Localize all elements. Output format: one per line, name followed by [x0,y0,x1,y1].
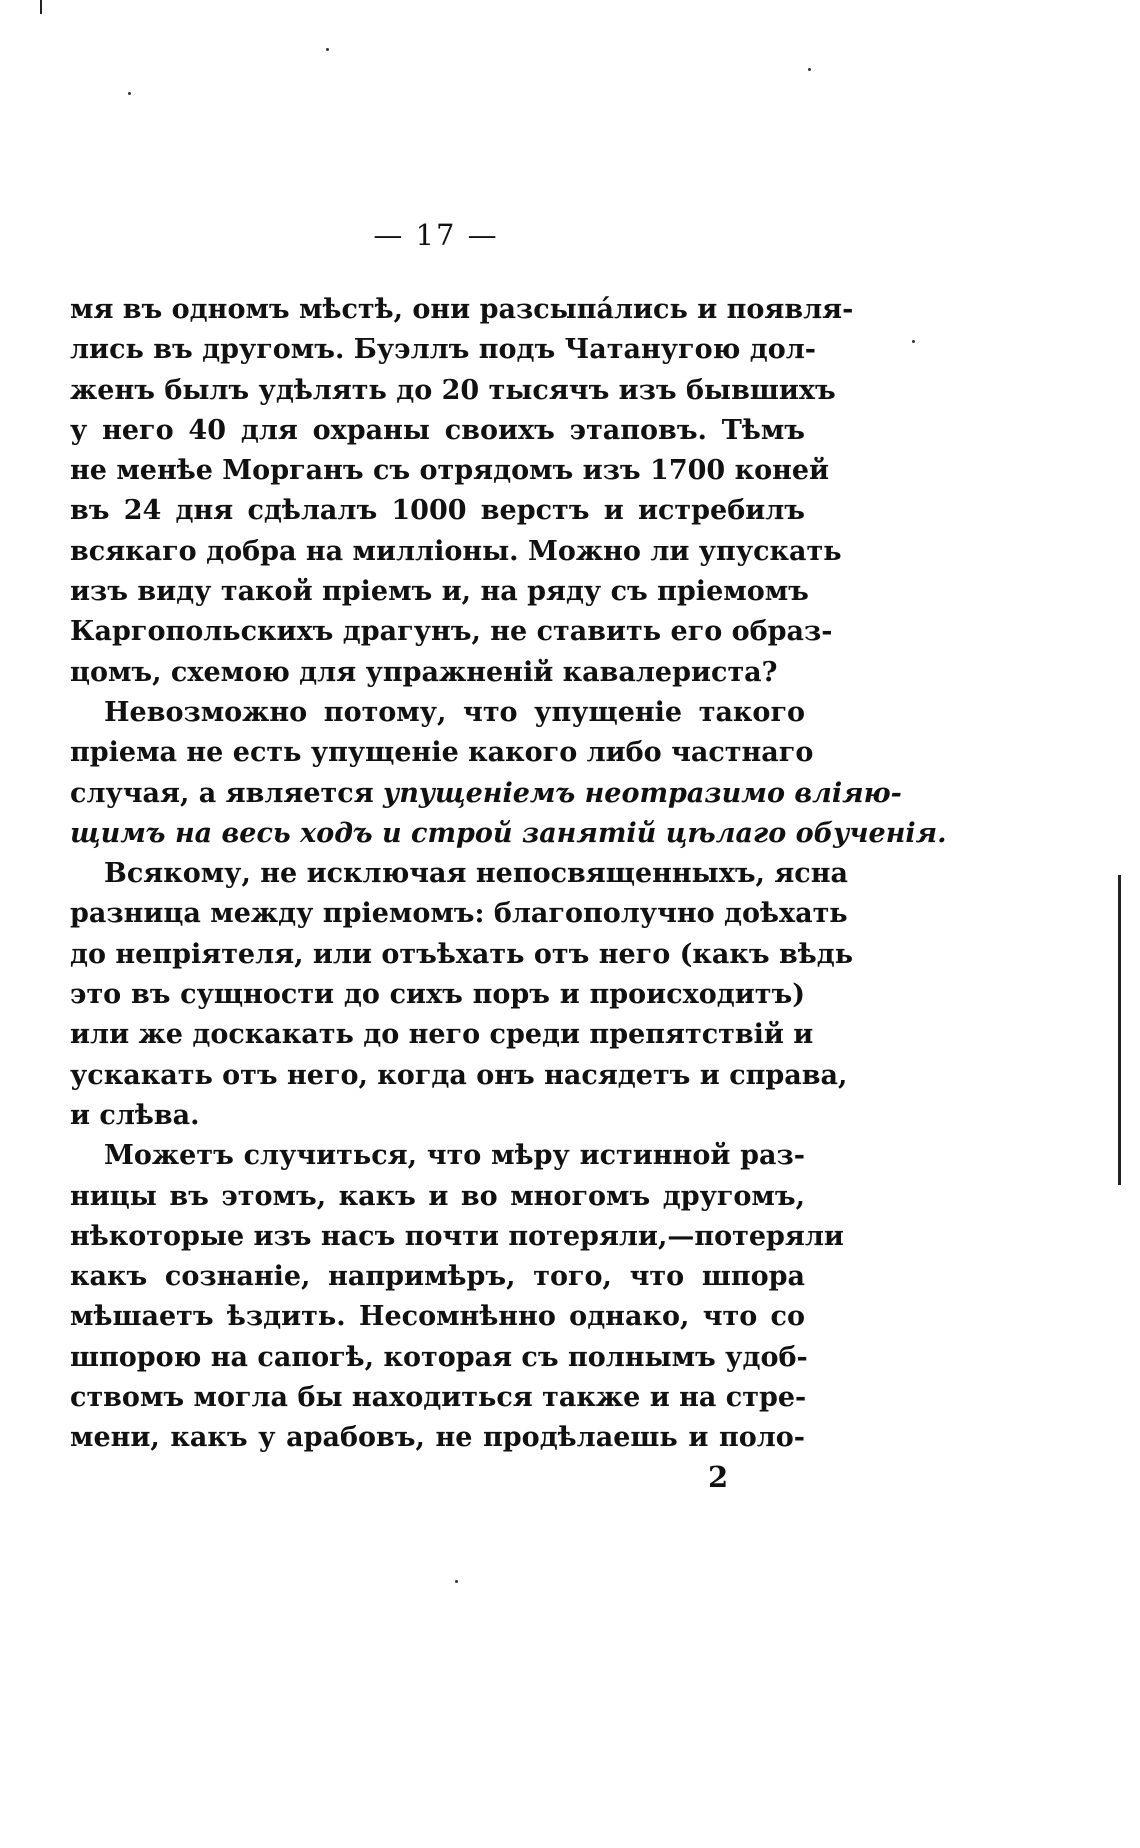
text-line: до непріятеля, или отъѣхать отъ него (какъ вѣдь [70,938,854,970]
text-line: какъ сознаніе, напримѣръ, того, что шпора [70,1261,805,1293]
text-line [70,774,902,814]
emphasis-run: упущеніемъ неотразимо вліяю- [383,777,902,809]
text-line: мѣшаетъ ѣздить. Несомнѣнно однако, что со [70,1301,805,1333]
text-line: ускакать отъ него, когда онъ насядетъ и справа, [70,1059,848,1091]
text-line: нѣкоторые изъ насъ почти потеряли,—потеряли [70,1220,844,1252]
text-line: шпорою на сапогѣ, которая съ полнымъ удоб- [70,1341,808,1373]
text-line: у него 40 для охраны своихъ этаповъ. Тѣмъ [70,414,805,446]
paragraph-3 [70,854,854,1136]
text-line: Всякому, не исключая непосвященныхъ, ясна [104,858,848,890]
paragraph-2 [70,693,947,854]
text-line: ницы въ этомъ, какъ и во многомъ другомъ, [70,1180,805,1212]
paragraph-4 [70,1136,844,1458]
scan-speck [128,92,131,95]
text-line: цомъ, схемою для упражненій кавалериста? [70,656,778,688]
text-line: мя въ одномъ мѣстѣ, они разсыпáлись и появля- [70,294,854,325]
text-line: не менѣе Морганъ съ отрядомъ изъ 1700 коней [70,455,830,487]
text-line: изъ виду такой пріемъ и, на ряду съ пріемомъ [70,576,809,608]
text-line: Невозможно потому, что упущеніе такого [104,696,805,728]
scan-speck [808,68,811,71]
scan-artifact-margin-line [1118,875,1121,1185]
text-line: пріема не есть упущеніе какого либо частнаго [70,737,814,769]
text-line: всякаго добра на милліоны. Можно ли упускать [70,535,842,567]
text-run: случая, а является [70,777,384,809]
text-line: въ 24 дня сдѣлалъ 1000 верстъ и истребилъ [70,495,805,527]
page-number: — 17 — [373,218,499,252]
text-line: мени, какъ у арабовъ, не продѣлаешь и поло- [70,1422,805,1454]
text-line: Можетъ случиться, что мѣру истинной раз- [104,1140,805,1172]
scan-speck [912,340,915,343]
scan-speck [326,48,329,51]
page-body [70,290,947,1459]
paragraph-1 [70,290,854,693]
scan-speck [455,1580,458,1583]
text-line: разница между пріемомъ: благополучно доѣхать [70,898,848,930]
text-line: женъ былъ удѣлять до 20 тысячъ изъ бывшихъ [70,374,836,406]
text-line: ствомъ могла бы находиться также и на стре- [70,1382,807,1414]
text-line: это въ сущности до сихъ поръ и происходитъ) [70,979,805,1011]
text-line: лись въ другомъ. Буэллъ подъ Чатанугою дол- [70,334,816,366]
text-line: и слѣва. [70,1099,200,1131]
text-line: Каргопольскихъ драгунъ, не ставить его образ- [70,616,833,648]
emphasis-line: щимъ на весь ходъ и строй занятій цѣлаго обученія. [70,817,947,849]
signature-mark: 2 [708,1460,729,1494]
scan-artifact-edge [40,0,42,14]
text-line: или же доскакать до него среди препятствій и [70,1019,814,1051]
